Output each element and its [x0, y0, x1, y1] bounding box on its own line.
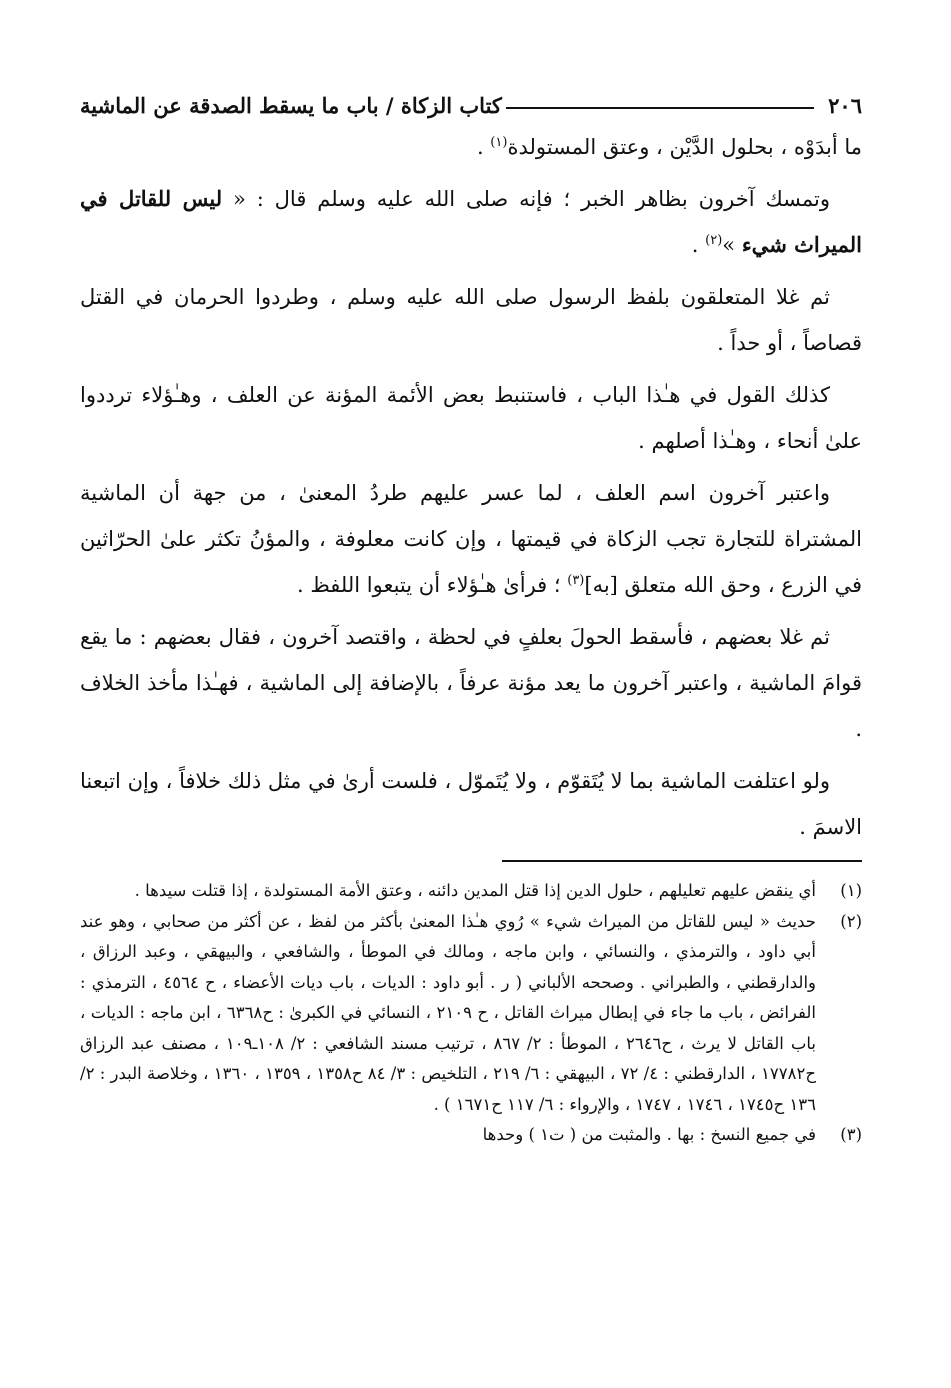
main-text: [80, 124, 862, 850]
paragraph-5-tail: ؛ فرأىٰ هـٰؤلاء أن يتبعوا اللفظ .: [297, 573, 568, 597]
paragraph-1-tail: .: [476, 135, 491, 159]
footnote-text: في جميع النسخ : بها . والمثبت من ( ت١ ) وحدها: [482, 1125, 816, 1144]
page-header: [80, 78, 862, 118]
footnote-text: أي ينقض عليهم تعليلهم ، حلول الدين إذا قتل المدين دائنه ، وعتق الأمة المستولدة ، إذا قتلت سيدها .: [134, 881, 816, 900]
footnote-number: (٢): [840, 911, 862, 931]
paragraph-1: [80, 124, 862, 170]
footnote-number: (١): [840, 881, 862, 900]
paragraph-2-end: »: [722, 233, 742, 257]
footnote-ref-3: (٣): [567, 573, 585, 588]
footnote-3: [80, 1120, 862, 1151]
paragraph-5-text: واعتبر آخرون اسم العلف ، لما عسر عليهم طردُ المعنىٰ ، من جهة أن الماشية المشتراة للتجارة تجب الزكاة في قيمتها ، وإن كانت معلوفة ، والمؤنُ تكثر علىٰ الحرّاثين في الزرع ، وحق الله متعلق [به]: [80, 481, 862, 597]
footnotes: [80, 876, 862, 1151]
paragraph-5: [80, 470, 862, 608]
footnote-1: [80, 876, 862, 907]
footnote-separator: [502, 860, 862, 862]
paragraph-2-text: وتمسك آخرون بظاهر الخبر ؛ فإنه صلى الله عليه وسلم قال : «: [222, 187, 830, 211]
paragraph-1-text: ما أبدَوْه ، بحلول الدَّيْن ، وعتق المستولدة: [507, 135, 862, 159]
paragraph-2: [80, 176, 862, 268]
running-title: كتاب الزكاة / باب ما يسقط الصدقة عن الماشية: [80, 93, 502, 118]
footnote-ref-1: (١): [490, 135, 508, 150]
paragraph-7: ولو اعتلفت الماشية بما لا يُتَقوّم ، ولا يُتَموّل ، فلست أرىٰ في مثل ذلك خلافاً ، وإن اتبعنا الاسمَ .: [80, 769, 862, 839]
page-number: ٢٠٦: [828, 93, 862, 118]
footnote-text: حديث « ليس للقاتل من الميراث شيء » رُوي هـٰذا المعنىٰ بأكثر من لفظ ، عن أكثر من صحابي ، وهو عند أبي داود ، والترمذي ، والنسائي ، وابن ماجه ، ومالك في الموطأ ، والشافعي ، والبيهقي ، وعبد الرزاق ، والدارقطني ، والطبراني . وصححه الألباني ( ر . أبو داود : الديات ، باب ديات الأعضاء ، ح ٤٥٦٤ ، الترمذي : الفرائض ، باب ما جاء في إبطال ميراث القاتل ، ح ٢١٠٩ ، النسائي في الكبرىٰ : ح٦٣٦٨ ، ابن ماجه : الديات ، باب القاتل لا يرث ، ح٢٦٤٦ ، الموطأ : ٢/ ٨٦٧ ، ترتيب مسند الشافعي : ٢/ ١٠٨ـ١٠٩ ، مصنف عبد الرزاق ح١٧٧٨٢ ، الدارقطني : ٤/ ٧٢ ، البيهقي : ٦/ ٢١٩ ، التلخيص : ٣/ ٨٤ ح١٣٥٨ ، ١٣٥٩ ، ١٣٦٠ ، وخلاصة البدر : ٢/ ١٣٦ ح١٧٤٥ ، ١٧٤٦ ، ١٧٤٧ ، والإرواء : ٦/ ١١٧ ح١٦٧١ ) .: [80, 911, 816, 1114]
footnote-number: (٣): [840, 1125, 862, 1144]
page: [80, 78, 862, 1151]
header-rule: [506, 107, 814, 109]
paragraph-4: كذلك القول في هـٰذا الباب ، فاستنبط بعض الأئمة المؤنة عن العلف ، وهـٰؤلاء ترددوا علىٰ أنحاء ، وهـٰذا أصلهم .: [80, 383, 862, 453]
paragraph-6: ثم غلا بعضهم ، فأسقط الحولَ بعلفٍ في لحظة ، واقتصد آخرون ، فقال بعضهم : ما يقع قوامَ الماشية ، واعتبر آخرون ما يعد مؤنة عرفاً ، بالإضافة إلى الماشية ، فهـٰذا مأخذ الخلاف .: [80, 625, 862, 741]
hadith-quote: ليس للقاتل في الميراث شيء: [80, 186, 862, 257]
footnote-ref-2: (٢): [705, 233, 723, 248]
paragraph-3: ثم غلا المتعلقون بلفظ الرسول صلى الله عليه وسلم ، وطردوا الحرمان في القتل قصاصاً ، أو حداً .: [80, 285, 862, 355]
paragraph-2-tail: .: [691, 233, 706, 257]
footnote-2: [80, 907, 862, 1121]
